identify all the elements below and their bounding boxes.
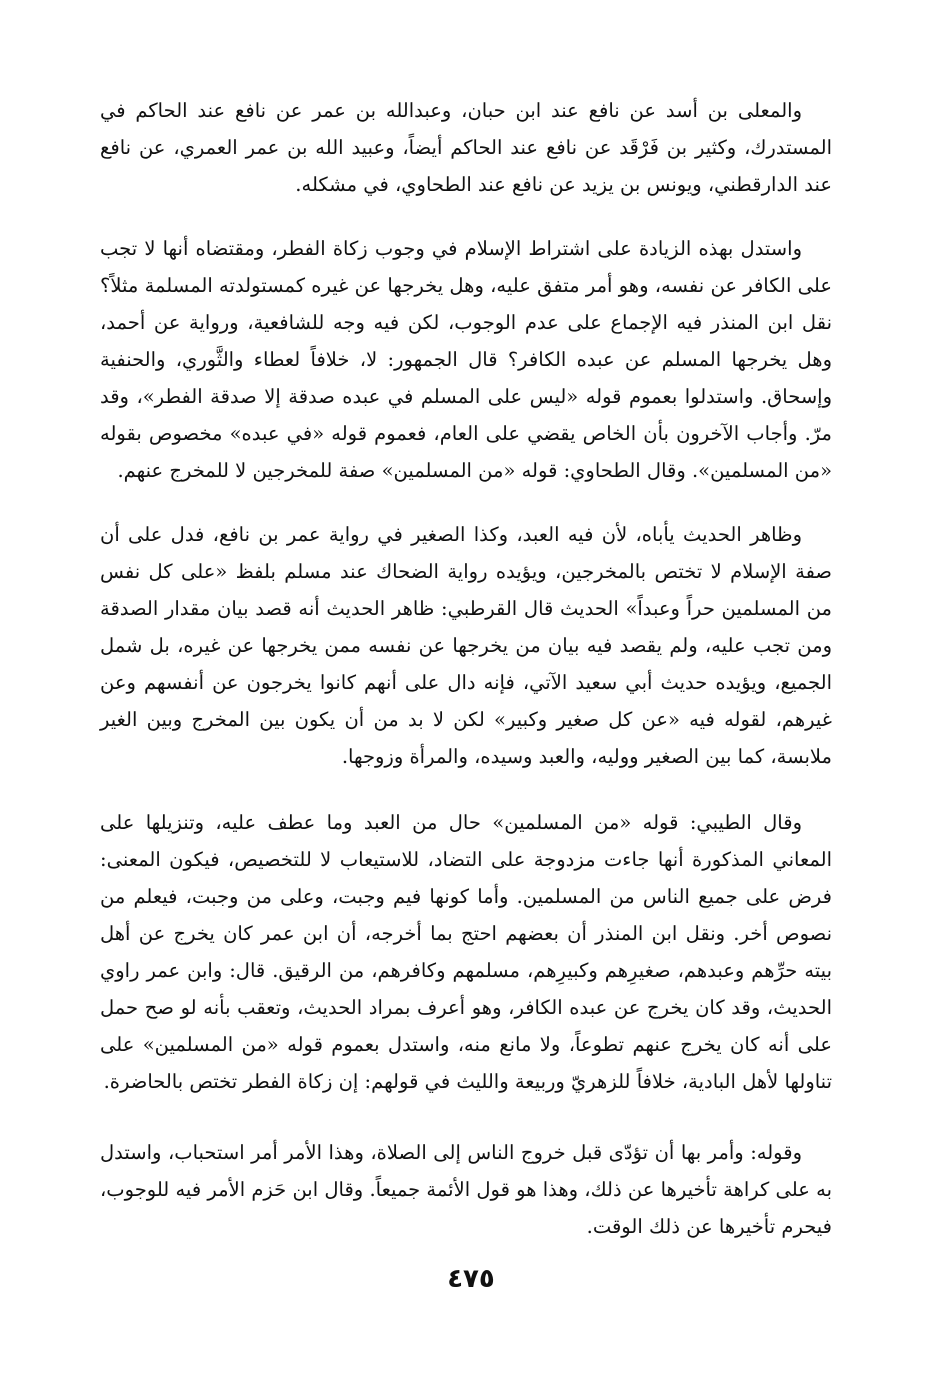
paragraph-text: وقال الطيبي: قوله «من المسلمين» حال من العبد وما عطف عليه، وتنزيلها على المعاني المذكورة أنها جاءت مزدوجة على التضاد، للاستيعاب لا للتخصيص، فيكون المعنى: فرض على جميع الناس من المسلمين. وأما كونها فيم وجبت، وعلى من وجبت، فيعلم من نصوص أخر. ونقل ابن المنذر أن بعضهم احتج بما أخرجه، أن ابن عمر كان يخرج عن أهل بيته حرِّهم وعبدهم، صغيرِهم وكبيرِهم، مسلمهم وكافرهم، من الرقيق. قال: وابن عمر راوي الحديث، وقد كان يخرج عن عبده الكافر، وهو أعرف بمراد الحديث، وتعقب بأنه لو صح حمل على أنه كان يخرج عنهم تطوعاً، ولا مانع منه، واستدل بعموم قوله «من المسلمين» على تناولها لأهل البادية، خلافاً للزهريّ وربيعة والليث في قولهم: إن زكاة الفطر تختص بالحاضرة.: [100, 811, 832, 1093]
paragraph-4: [100, 804, 832, 1100]
page-number: ٤٧٥: [447, 1264, 495, 1294]
paragraph-text: وقوله: وأمر بها أن تؤدّى قبل خروج الناس إلى الصلاة، وهذا الأمر أمر استحباب، واستدل به على كراهة تأخيرها عن ذلك، وهذا هو قول الأئمة جميعاً. وقال ابن حَزم الأمر فيه للوجوب، فيحرم تأخيرها عن ذلك الوقت.: [100, 1141, 832, 1238]
paragraph-1: [100, 92, 832, 203]
paragraph-5: [100, 1134, 832, 1245]
paragraph-text: وظاهر الحديث يأباه، لأن فيه العبد، وكذا الصغير في رواية عمر بن نافع، فدل على أن صفة الإسلام لا تختص بالمخرجين، ويؤيده رواية الضحاك عند مسلم بلفظ «على كل نفس من المسلمين حراً وعبداً» الحديث قال القرطبي: ظاهر الحديث أنه قصد بيان مقدار الصدقة ومن تجب عليه، ولم يقصد فيه بيان من يخرجها عن نفسه ممن يخرجها عن غيره، بل شمل الجميع، ويؤيده حديث أبي سعيد الآتي، فإنه دال على أنهم كانوا يخرجون عن أنفسهم وعن غيرهم، لقوله فيه «عن كل صغير وكبير» لكن لا بد من أن يكون بين المخرج وبين الغير ملابسة، كما بين الصغير ووليه، والعبد وسيده، والمرأة وزوجها.: [100, 523, 832, 768]
paragraph-text: والمعلى بن أسد عن نافع عند ابن حبان، وعبدالله بن عمر عن نافع عند الحاكم في المستدرك، وكثير بن فَرْقَد عن نافع عند الحاكم أيضاً، وعبيد الله بن عمر العمري، عن نافع عند الدارقطني، ويونس بن يزيد عن نافع عند الطحاوي، في مشكله.: [100, 99, 832, 196]
paragraph-3: [100, 516, 832, 775]
paragraph-text: واستدل بهذه الزيادة على اشتراط الإسلام في وجوب زكاة الفطر، ومقتضاه أنها لا تجب على الكافر عن نفسه، وهو أمر متفق عليه، وهل يخرجها عن غيره كمستولدته المسلمة مثلاً؟ نقل ابن المنذر فيه الإجماع على عدم الوجوب، لكن فيه وجه للشافعية، ورواية عن أحمد، وهل يخرجها المسلم عن عبده الكافر؟ قال الجمهور: لا، خلافاً لعطاء والثَّوري، والحنفية وإسحاق. واستدلوا بعموم قوله «ليس على المسلم في عبده صدقة إلا صدقة الفطر»، وقد مرّ. وأجاب الآخرون بأن الخاص يقضي على العام، فعموم قوله «في عبده» مخصوص بقوله «من المسلمين». وقال الطحاوي: قوله «من المسلمين» صفة للمخرجين لا للمخرج عنهم.: [100, 237, 832, 482]
paragraph-2: [100, 230, 832, 489]
